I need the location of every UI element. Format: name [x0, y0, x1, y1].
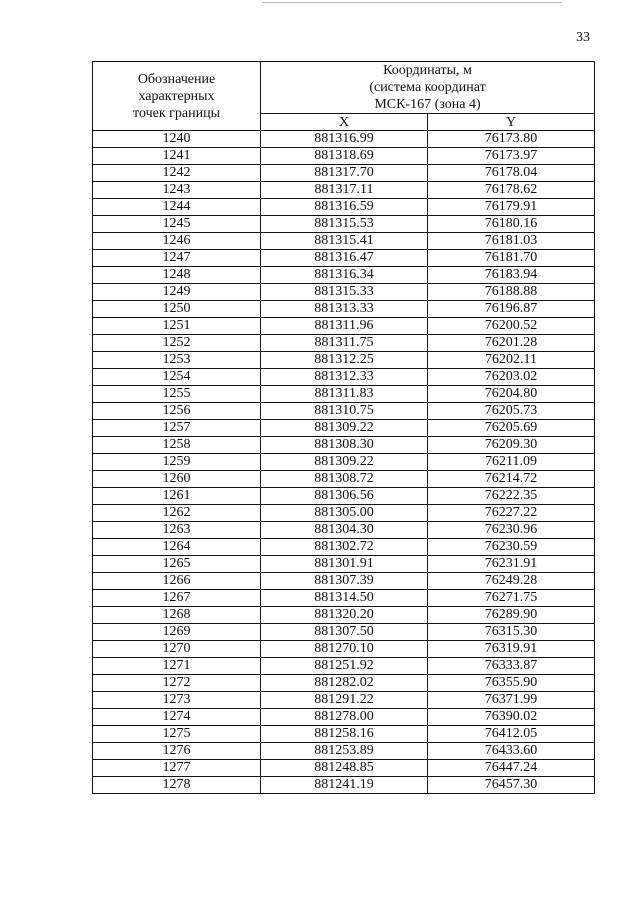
point-cell: 1276	[93, 743, 261, 760]
table-row	[93, 709, 595, 726]
y-coordinate-cell: 76271.75	[428, 590, 595, 607]
y-coordinate-cell: 76196.87	[428, 301, 595, 318]
x-coordinate-cell: 881320.20	[261, 607, 428, 624]
y-coordinate-cell: 76457.30	[428, 777, 595, 794]
point-cell: 1243	[93, 182, 261, 199]
point-cell: 1260	[93, 471, 261, 488]
y-coordinate-cell: 76181.03	[428, 233, 595, 250]
y-coordinate-cell: 76205.73	[428, 403, 595, 420]
y-column-header: Y	[428, 114, 595, 131]
x-coordinate-cell: 881305.00	[261, 505, 428, 522]
point-cell: 1252	[93, 335, 261, 352]
table-header	[93, 62, 595, 131]
point-cell: 1248	[93, 267, 261, 284]
point-cell: 1264	[93, 539, 261, 556]
x-coordinate-cell: 881317.11	[261, 182, 428, 199]
point-cell: 1250	[93, 301, 261, 318]
x-coordinate-cell: 881258.16	[261, 726, 428, 743]
table-row	[93, 760, 595, 777]
point-cell: 1272	[93, 675, 261, 692]
point-cell: 1263	[93, 522, 261, 539]
x-coordinate-cell: 881251.92	[261, 658, 428, 675]
table-row	[93, 267, 595, 284]
point-cell: 1246	[93, 233, 261, 250]
coords-header-line: Координаты, м	[383, 63, 472, 78]
point-cell: 1271	[93, 658, 261, 675]
point-cell: 1257	[93, 420, 261, 437]
y-coordinate-cell: 76315.30	[428, 624, 595, 641]
point-header-line: характерных	[138, 88, 215, 104]
table-row	[93, 165, 595, 182]
table-row	[93, 726, 595, 743]
y-coordinate-cell: 76205.69	[428, 420, 595, 437]
point-cell: 1259	[93, 454, 261, 471]
y-coordinate-cell: 76203.02	[428, 369, 595, 386]
x-coordinate-cell: 881291.22	[261, 692, 428, 709]
table-row	[93, 131, 595, 148]
y-coordinate-cell: 76178.04	[428, 165, 595, 182]
x-coordinate-cell: 881306.56	[261, 488, 428, 505]
y-coordinate-cell: 76173.97	[428, 148, 595, 165]
page-number: 33	[576, 30, 590, 45]
table-row	[93, 386, 595, 403]
y-coordinate-cell: 76200.52	[428, 318, 595, 335]
table-row	[93, 624, 595, 641]
coordinates-header	[261, 62, 595, 114]
x-coordinate-cell: 881317.70	[261, 165, 428, 182]
x-coordinate-cell: 881315.33	[261, 284, 428, 301]
table-row	[93, 216, 595, 233]
coords-header-line: (система координат	[369, 80, 486, 95]
table-row	[93, 284, 595, 301]
x-coordinate-cell: 881312.33	[261, 369, 428, 386]
table-row	[93, 488, 595, 505]
table-row	[93, 505, 595, 522]
y-coordinate-cell: 76433.60	[428, 743, 595, 760]
y-coordinate-cell: 76319.91	[428, 641, 595, 658]
table-row	[93, 420, 595, 437]
table-row	[93, 556, 595, 573]
x-coordinate-cell: 881315.53	[261, 216, 428, 233]
x-coordinate-cell: 881308.72	[261, 471, 428, 488]
y-coordinate-cell: 76178.62	[428, 182, 595, 199]
top-scan-rule	[262, 2, 562, 3]
table-row	[93, 454, 595, 471]
table-row	[93, 318, 595, 335]
point-cell: 1242	[93, 165, 261, 182]
y-coordinate-cell: 76183.94	[428, 267, 595, 284]
point-cell: 1253	[93, 352, 261, 369]
table-row	[93, 522, 595, 539]
y-coordinate-cell: 76209.30	[428, 437, 595, 454]
table-row	[93, 199, 595, 216]
table-row	[93, 675, 595, 692]
point-cell: 1278	[93, 777, 261, 794]
point-header-line: точек границы	[133, 105, 220, 121]
table-row	[93, 641, 595, 658]
x-coordinate-cell: 881309.22	[261, 420, 428, 437]
table-row	[93, 403, 595, 420]
x-coordinate-cell: 881307.39	[261, 573, 428, 590]
table-row	[93, 607, 595, 624]
point-cell: 1270	[93, 641, 261, 658]
x-coordinate-cell: 881253.89	[261, 743, 428, 760]
y-coordinate-cell: 76333.87	[428, 658, 595, 675]
y-coordinate-cell: 76412.05	[428, 726, 595, 743]
x-coordinate-cell: 881310.75	[261, 403, 428, 420]
point-cell: 1255	[93, 386, 261, 403]
x-coordinate-cell: 881314.50	[261, 590, 428, 607]
y-coordinate-cell: 76371.99	[428, 692, 595, 709]
point-cell: 1277	[93, 760, 261, 777]
y-coordinate-cell: 76179.91	[428, 199, 595, 216]
x-coordinate-cell: 881309.22	[261, 454, 428, 471]
table-row	[93, 437, 595, 454]
y-coordinate-cell: 76222.35	[428, 488, 595, 505]
x-coordinate-cell: 881304.30	[261, 522, 428, 539]
y-coordinate-cell: 76202.11	[428, 352, 595, 369]
y-coordinate-cell: 76181.70	[428, 250, 595, 267]
table-row	[93, 658, 595, 675]
table-body	[93, 131, 595, 794]
x-coordinate-cell: 881311.96	[261, 318, 428, 335]
y-coordinate-cell: 76188.88	[428, 284, 595, 301]
y-coordinate-cell: 76227.22	[428, 505, 595, 522]
table-row	[93, 692, 595, 709]
point-cell: 1274	[93, 709, 261, 726]
table-row	[93, 539, 595, 556]
point-cell: 1261	[93, 488, 261, 505]
point-cell: 1245	[93, 216, 261, 233]
x-coordinate-cell: 881307.50	[261, 624, 428, 641]
point-cell: 1268	[93, 607, 261, 624]
point-cell: 1249	[93, 284, 261, 301]
table-row	[93, 590, 595, 607]
table-row	[93, 301, 595, 318]
x-coordinate-cell: 881311.75	[261, 335, 428, 352]
x-coordinate-cell: 881313.33	[261, 301, 428, 318]
x-coordinate-cell: 881282.02	[261, 675, 428, 692]
y-coordinate-cell: 76180.16	[428, 216, 595, 233]
table-row	[93, 743, 595, 760]
x-coordinate-cell: 881316.47	[261, 250, 428, 267]
x-column-header: X	[261, 114, 428, 131]
x-coordinate-cell: 881248.85	[261, 760, 428, 777]
x-coordinate-cell: 881312.25	[261, 352, 428, 369]
point-cell: 1244	[93, 199, 261, 216]
x-coordinate-cell: 881241.19	[261, 777, 428, 794]
x-coordinate-cell: 881302.72	[261, 539, 428, 556]
table-row	[93, 352, 595, 369]
y-coordinate-cell: 76230.59	[428, 539, 595, 556]
table-row	[93, 369, 595, 386]
table-row	[93, 777, 595, 794]
x-coordinate-cell: 881301.91	[261, 556, 428, 573]
x-coordinate-cell: 881311.83	[261, 386, 428, 403]
point-cell: 1247	[93, 250, 261, 267]
coords-header-line: МСК-167 (зона 4)	[374, 97, 481, 112]
y-coordinate-cell: 76201.28	[428, 335, 595, 352]
y-coordinate-cell: 76230.96	[428, 522, 595, 539]
point-cell: 1262	[93, 505, 261, 522]
x-coordinate-cell: 881278.00	[261, 709, 428, 726]
point-cell: 1266	[93, 573, 261, 590]
y-coordinate-cell: 76173.80	[428, 131, 595, 148]
y-coordinate-cell: 76211.09	[428, 454, 595, 471]
y-coordinate-cell: 76249.28	[428, 573, 595, 590]
coordinates-table	[92, 61, 595, 794]
table-row	[93, 573, 595, 590]
y-coordinate-cell: 76231.91	[428, 556, 595, 573]
point-cell: 1273	[93, 692, 261, 709]
y-coordinate-cell: 76214.72	[428, 471, 595, 488]
table-row	[93, 233, 595, 250]
y-coordinate-cell: 76447.24	[428, 760, 595, 777]
x-coordinate-cell: 881318.69	[261, 148, 428, 165]
table-row	[93, 471, 595, 488]
y-coordinate-cell: 76390.02	[428, 709, 595, 726]
point-cell: 1254	[93, 369, 261, 386]
point-cell: 1265	[93, 556, 261, 573]
y-coordinate-cell: 76355.90	[428, 675, 595, 692]
x-coordinate-cell: 881308.30	[261, 437, 428, 454]
point-cell: 1256	[93, 403, 261, 420]
table-row	[93, 250, 595, 267]
point-cell: 1275	[93, 726, 261, 743]
point-designation-header	[93, 62, 261, 131]
point-cell: 1241	[93, 148, 261, 165]
point-header-line: Обозначение	[137, 71, 216, 87]
x-coordinate-cell: 881316.99	[261, 131, 428, 148]
point-cell: 1269	[93, 624, 261, 641]
x-coordinate-cell: 881315.41	[261, 233, 428, 250]
table-row	[93, 182, 595, 199]
x-coordinate-cell: 881316.34	[261, 267, 428, 284]
point-cell: 1251	[93, 318, 261, 335]
y-coordinate-cell: 76204.80	[428, 386, 595, 403]
x-coordinate-cell: 881316.59	[261, 199, 428, 216]
point-cell: 1240	[93, 131, 261, 148]
x-coordinate-cell: 881270.10	[261, 641, 428, 658]
table-row	[93, 335, 595, 352]
table-row	[93, 148, 595, 165]
point-cell: 1258	[93, 437, 261, 454]
y-coordinate-cell: 76289.90	[428, 607, 595, 624]
point-cell: 1267	[93, 590, 261, 607]
